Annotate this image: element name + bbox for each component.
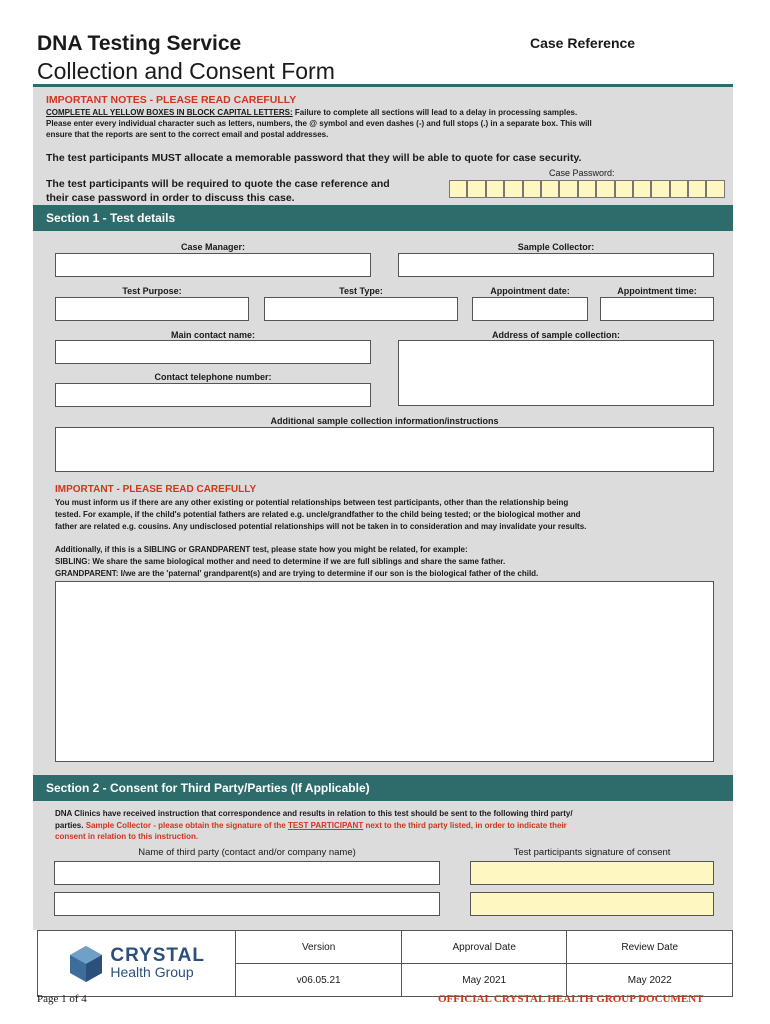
section2-line2 [55, 820, 725, 831]
main-contact-field[interactable] [55, 340, 371, 364]
address-field[interactable] [398, 340, 714, 406]
sample-collector-field[interactable] [398, 253, 714, 277]
appointment-time-label: Appointment time: [617, 286, 697, 296]
password-char-box[interactable] [706, 180, 724, 198]
password-char-box[interactable] [633, 180, 651, 198]
logo-cell [38, 931, 236, 997]
review-header: Review Date [567, 931, 733, 964]
important-p1-l2: tested. For example, if the child's potential fathers are related e.g. uncle/grandfather to the child being tested; or the biological mother and [55, 510, 581, 519]
password-char-box[interactable] [688, 180, 706, 198]
notes-underlined: COMPLETE ALL YELLOW BOXES IN BLOCK CAPITAL LETTERS: [46, 108, 293, 117]
important-p2-l1: Additionally, if this is a SIBLING or GRANDPARENT test, please state how you might be related, for example: [55, 545, 468, 554]
crystal-logo-icon [68, 944, 104, 984]
password-char-box[interactable] [486, 180, 504, 198]
notes-title: IMPORTANT NOTES - PLEASE READ CAREFULLY [46, 94, 297, 106]
important-title: IMPORTANT - PLEASE READ CAREFULLY [55, 484, 257, 495]
quote-line1: The test participants will be required to quote the case reference and [46, 178, 390, 190]
section2-line3: consent in relation to this instruction. [55, 832, 199, 841]
section2-line2-a: parties. [55, 821, 86, 830]
appointment-date-field[interactable] [472, 297, 588, 321]
case-password-label: Case Password: [549, 168, 615, 178]
test-type-field[interactable] [264, 297, 458, 321]
third-party-name-field-1[interactable] [54, 861, 440, 885]
password-char-box[interactable] [541, 180, 559, 198]
password-char-box[interactable] [523, 180, 541, 198]
telephone-field[interactable] [55, 383, 371, 407]
section2-line2-underline: TEST PARTICIPANT [287, 821, 364, 830]
notes-line1-rest: Failure to complete all sections will lead to a delay in processing samples. [292, 108, 578, 117]
approval-value: May 2021 [401, 964, 567, 997]
additional-info-field[interactable] [55, 427, 714, 472]
section2-line1: DNA Clinics have received instruction that correspondence and results in relation to this test should be sent to the following third party/ [55, 809, 573, 818]
relationship-details-field[interactable] [55, 581, 714, 762]
signature-field-2[interactable] [470, 892, 714, 916]
important-p1-l1: You must inform us if there are any other existing or potential relationships between test participants, other than the relationship being [55, 498, 569, 507]
password-char-box[interactable] [504, 180, 522, 198]
password-char-box[interactable] [651, 180, 669, 198]
password-note: The test participants MUST allocate a memorable password that they will be able to quote for case security. [46, 152, 582, 164]
appointment-date-label: Appointment date: [490, 286, 570, 296]
test-purpose-field[interactable] [55, 297, 249, 321]
section1-header: Section 1 - Test details [33, 205, 733, 231]
password-char-box[interactable] [467, 180, 485, 198]
main-contact-label: Main contact name: [170, 330, 255, 340]
password-char-box[interactable] [578, 180, 596, 198]
important-p2-l3: GRANDPARENT: I/we are the 'paternal' grandparent(s) and are trying to determine if our son is the biological father of the child. [55, 569, 539, 578]
section2-header: Section 2 - Consent for Third Party/Parties (If Applicable) [33, 775, 733, 801]
important-p1-l3: father are related e.g. cousins. Any undisclosed potential relationships will not be taken in to consideration and may invalidate your results. [55, 522, 587, 531]
section2-line2-red2: next to the third party listed, in order to indicate their [363, 821, 567, 830]
test-type-label: Test Type: [339, 286, 383, 296]
case-manager-label: Case Manager: [180, 242, 246, 252]
logo-tagline: Health Group [110, 963, 194, 980]
page-number: Page 1 of 4 [37, 993, 87, 1005]
third-party-label: Name of third party (contact and/or company name) [138, 847, 356, 858]
section2-line2-red: Sample Collector - please obtain the signature of the [85, 821, 288, 830]
case-reference-label: Case Reference [530, 35, 636, 51]
case-password-boxes[interactable] [449, 180, 725, 198]
signature-label: Test participants signature of consent [513, 847, 671, 858]
password-char-box[interactable] [596, 180, 614, 198]
sample-collector-label: Sample Collector: [517, 242, 595, 252]
password-char-box[interactable] [670, 180, 688, 198]
version-header: Version [236, 931, 402, 964]
case-manager-field[interactable] [55, 253, 371, 277]
document-control-table [37, 930, 733, 997]
official-document-label: OFFICIAL CRYSTAL HEALTH GROUP DOCUMENT [438, 993, 704, 1005]
additional-info-label: Additional sample collection information/instructions [270, 416, 499, 426]
approval-header: Approval Date [401, 931, 567, 964]
notes-line2: Please enter every individual character such as letters, numbers, the @ symbol and even dashes (-) and full stops (.) in a separate box. This will [46, 119, 592, 128]
logo-name: CRYSTAL [110, 944, 205, 966]
appointment-time-field[interactable] [600, 297, 714, 321]
password-char-box[interactable] [615, 180, 633, 198]
page-subtitle: Collection and Consent Form [37, 58, 335, 84]
notes-line3: ensure that the reports are sent to the correct email and postal addresses. [46, 130, 329, 139]
review-value: May 2022 [567, 964, 733, 997]
important-p2-l2: SIBLING: We share the same biological mother and need to determine if we are full siblings and share the same father. [55, 557, 506, 566]
notes-line1 [46, 107, 726, 118]
test-purpose-label: Test Purpose: [122, 286, 182, 296]
address-label: Address of sample collection: [491, 330, 621, 340]
page-title: DNA Testing Service [37, 32, 242, 55]
password-char-box[interactable] [559, 180, 577, 198]
telephone-label: Contact telephone number: [154, 372, 272, 382]
quote-line2: their case password in order to discuss this case. [46, 192, 295, 204]
password-char-box[interactable] [449, 180, 467, 198]
signature-field-1[interactable] [470, 861, 714, 885]
version-value: v06.05.21 [236, 964, 402, 997]
third-party-name-field-2[interactable] [54, 892, 440, 916]
